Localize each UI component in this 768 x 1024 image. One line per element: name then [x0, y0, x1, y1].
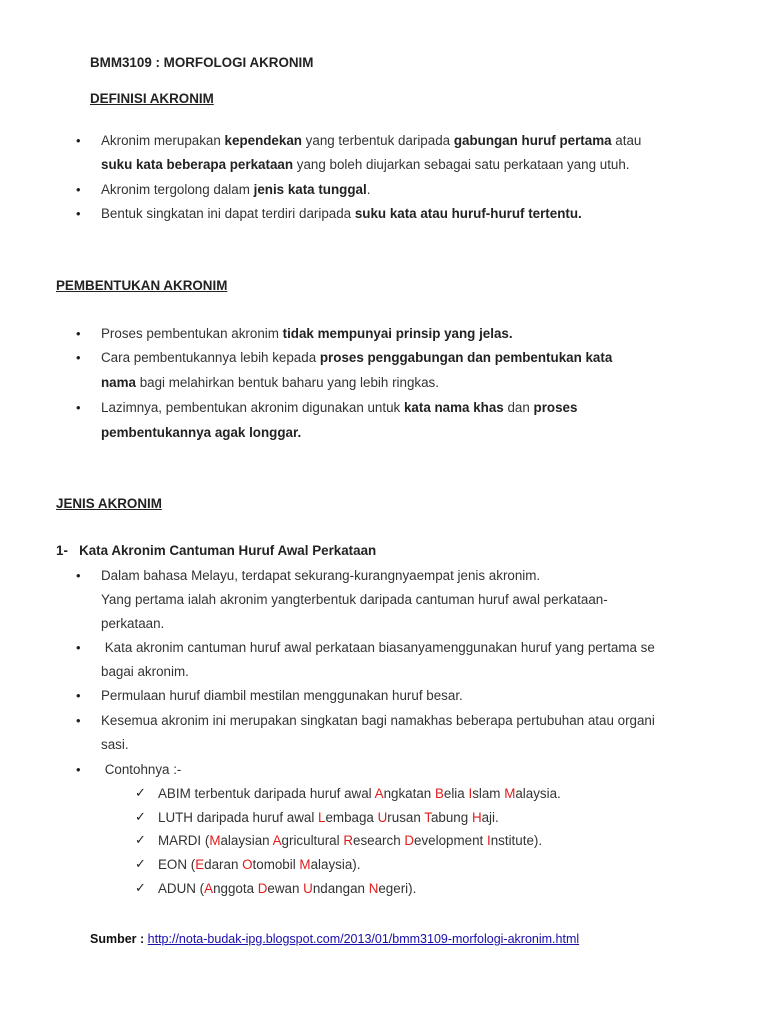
- bullet-icon: •: [76, 133, 81, 148]
- example-adun: ADUN (Anggota Dewan Undangan Negeri).: [158, 881, 417, 896]
- heading-definisi: DEFINISI AKRONIM: [90, 91, 214, 106]
- example-luth: LUTH daripada huruf awal Lembaga Urusan Tabung Haji.: [158, 810, 499, 825]
- jenis-line: Contohnya :-: [101, 762, 182, 777]
- definisi-bullet-1-cont: suku kata beberapa perkataan yang boleh diujarkan sebagai satu perkataan yang utuh.: [101, 157, 630, 172]
- pembentukan-bullet-3-cont: pembentukannya agak longgar.: [101, 425, 302, 440]
- example-eon: EON (Edaran Otomobil Malaysia).: [158, 857, 361, 872]
- pembentukan-bullet-1: Proses pembentukan akronim tidak mempunyai prinsip yang jelas.: [101, 326, 513, 341]
- bullet-icon: •: [76, 182, 81, 197]
- source-label: Sumber :: [90, 932, 148, 946]
- heading-jenis: JENIS AKRONIM: [56, 496, 162, 511]
- check-icon: ✓: [135, 809, 146, 824]
- jenis-line: bagai akronim.: [101, 664, 189, 679]
- check-icon: ✓: [135, 785, 146, 800]
- bullet-icon: •: [76, 713, 81, 728]
- bullet-icon: •: [76, 688, 81, 703]
- source-link[interactable]: http://nota-budak-ipg.blogspot.com/2013/01/bmm3109-morfologi-akronim.html: [147, 932, 580, 946]
- doc-title: BMM3109 : MORFOLOGI AKRONIM: [90, 55, 314, 70]
- jenis-line: Kata akronim cantuman huruf awal perkataan biasanyamenggunakan huruf yang pertama se: [101, 640, 655, 655]
- check-icon: ✓: [135, 880, 146, 895]
- subheading-jenis-1: 1- Kata Akronim Cantuman Huruf Awal Perkataan: [56, 543, 377, 558]
- example-abim: ABIM terbentuk daripada huruf awal Angkatan Belia Islam Malaysia.: [158, 786, 561, 801]
- jenis-line: Kesemua akronim ini merupakan singkatan bagi namakhas beberapa pertubuhan atau organi: [101, 713, 655, 728]
- jenis-line: perkataan.: [101, 616, 165, 631]
- pembentukan-bullet-3: Lazimnya, pembentukan akronim digunakan untuk kata nama khas dan proses: [101, 400, 578, 415]
- source-line: [90, 932, 579, 946]
- jenis-line: sasi.: [101, 737, 129, 752]
- jenis-line: Yang pertama ialah akronim yangterbentuk daripada cantuman huruf awal perkataan-: [101, 592, 608, 607]
- check-icon: ✓: [135, 856, 146, 871]
- definisi-bullet-3: Bentuk singkatan ini dapat terdiri daripada suku kata atau huruf-huruf tertentu.: [101, 206, 582, 221]
- jenis-line: Permulaan huruf diambil mestilan menggunakan huruf besar.: [101, 688, 463, 703]
- bullet-icon: •: [76, 568, 81, 583]
- bullet-icon: •: [76, 762, 81, 777]
- bullet-icon: •: [76, 206, 81, 221]
- bullet-icon: •: [76, 640, 81, 655]
- bullet-icon: •: [76, 400, 81, 415]
- pembentukan-bullet-2-cont: nama bagi melahirkan bentuk baharu yang lebih ringkas.: [101, 375, 439, 390]
- bullet-icon: •: [76, 350, 81, 365]
- bullet-icon: •: [76, 326, 81, 341]
- pembentukan-bullet-2: Cara pembentukannya lebih kepada proses penggabungan dan pembentukan kata: [101, 350, 613, 365]
- definisi-bullet-1: Akronim merupakan kependekan yang terbentuk daripada gabungan huruf pertama atau: [101, 133, 642, 148]
- definisi-bullet-2: Akronim tergolong dalam jenis kata tunggal.: [101, 182, 371, 197]
- heading-pembentukan: PEMBENTUKAN AKRONIM: [56, 278, 228, 293]
- jenis-line: Dalam bahasa Melayu, terdapat sekurang-kurangnyaempat jenis akronim.: [101, 568, 541, 583]
- check-icon: ✓: [135, 832, 146, 847]
- example-mardi: MARDI (Malaysian Agricultural Research Development Institute).: [158, 833, 543, 848]
